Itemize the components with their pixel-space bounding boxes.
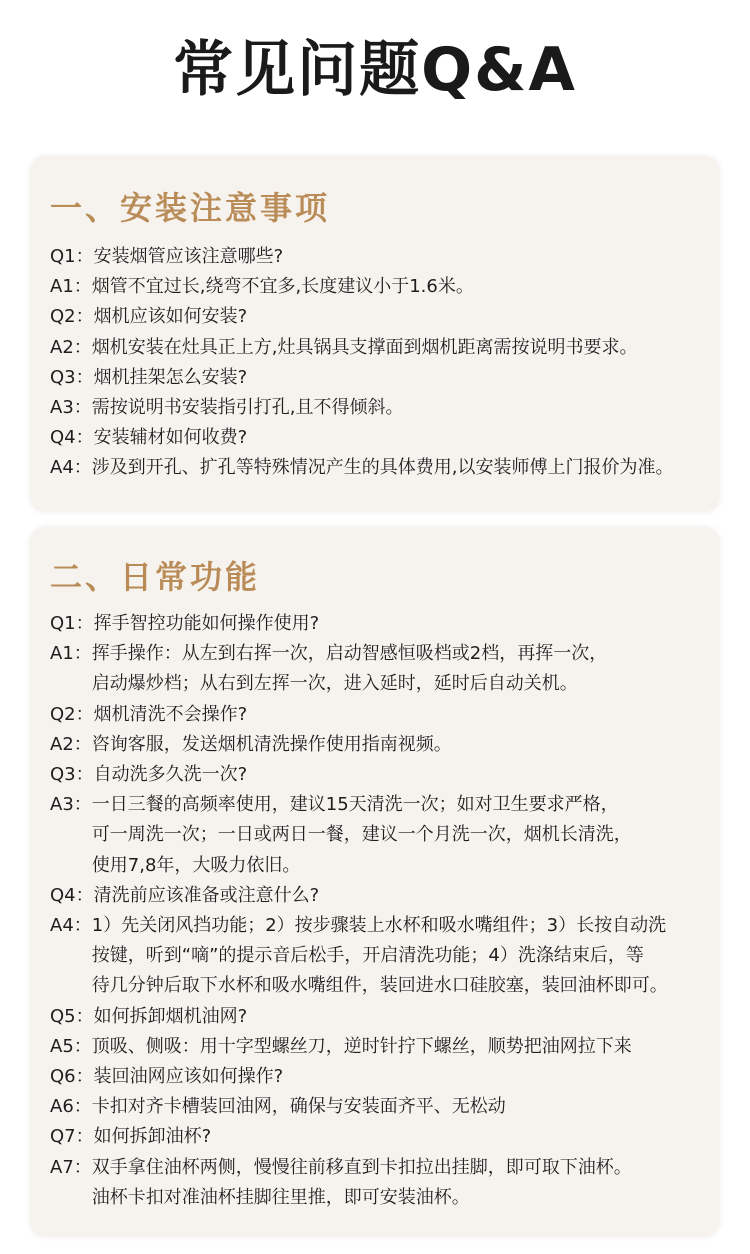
text-line: 装回油网应该如何操作? [93, 1066, 284, 1088]
text-line: 安装辅材如何收费? [93, 427, 248, 449]
question-text [94, 609, 714, 639]
answer-label: A6 ： [50, 1092, 92, 1122]
question-label: Q6 ： [50, 1062, 94, 1092]
answer-row [50, 272, 714, 302]
answer-row [50, 1153, 714, 1213]
question-text [94, 423, 714, 453]
question-text [94, 760, 714, 790]
text-line: 挥手操作：从左到右挥一次，启动智感恒吸档或2档，再挥一次， [91, 643, 608, 665]
page-title: 常见问题Q&A [173, 35, 577, 105]
question-text [94, 1062, 714, 1092]
answer-row [50, 730, 714, 760]
question-row [50, 700, 714, 730]
question-row [50, 1002, 714, 1032]
answer-row [50, 1092, 714, 1122]
answer-label: A2 ： [50, 333, 92, 363]
question-label: Q4 ： [50, 881, 94, 911]
text-line: 卡扣对齐卡槽装回油网，确保与安装面齐平、无松动 [91, 1096, 506, 1118]
text-line: 双手拿住油杯两侧，慢慢往前移直到卡扣拉出挂脚，即可取下油杯。 [91, 1156, 632, 1178]
qa-list [50, 242, 714, 484]
section-card-installation [30, 156, 720, 512]
text-line: 涉及到开孔、扩孔等特殊情况产生的具体费用,以安装师傅上门报价为准。 [91, 457, 674, 479]
question-label: Q5 ： [50, 1002, 94, 1032]
answer-row [50, 453, 714, 483]
answer-row [50, 393, 714, 423]
answer-label: A1 ： [50, 639, 92, 699]
question-text [94, 302, 714, 332]
answer-row [50, 911, 714, 1002]
text-line: 启动爆炒档；从右到左挥一次，进入延时，延时后自动关机。 [91, 673, 578, 695]
answer-text [92, 393, 714, 423]
text-line: 1）先关闭风挡功能；2）按步骤装上水杯和吸水嘴组件；3）长按自动洗 [91, 915, 667, 937]
question-row [50, 760, 714, 790]
question-text [94, 1002, 714, 1032]
answer-text [92, 1092, 714, 1122]
text-line: 烟机安装在灶具正上方,灶具锅具支撑面到烟机距离需按说明书要求。 [91, 336, 638, 358]
text-line: 烟机挂架怎么安装? [93, 366, 248, 388]
question-text [94, 881, 714, 911]
text-line: 油杯卡扣对准油杯挂脚往里推，即可安装油杯。 [91, 1186, 470, 1208]
text-line: 需按说明书安装指引打孔,且不得倾斜。 [91, 397, 404, 419]
text-line: 可一周洗一次；一日或两日一餐，建议一个月洗一次，烟机长清洗， [91, 824, 632, 846]
answer-row [50, 333, 714, 363]
question-text [94, 363, 714, 393]
qa-list [50, 609, 714, 1213]
text-line: 自动洗多久洗一次? [93, 764, 248, 786]
answer-label: A4 ： [50, 911, 92, 1002]
text-line: 挥手智控功能如何操作使用? [93, 613, 320, 634]
answer-row [50, 1032, 714, 1062]
question-row [50, 302, 714, 332]
answer-text [92, 1032, 714, 1062]
question-label: Q4 ： [50, 423, 94, 453]
text-line: 清洗前应该准备或注意什么? [93, 884, 320, 906]
answer-text [92, 911, 714, 1002]
answer-text [92, 333, 714, 363]
question-row [50, 423, 714, 453]
text-line: 待几分钟后取下水杯和吸水嘴组件，装回进水口硅胶塞，装回油杯即可。 [91, 975, 668, 997]
question-text [94, 242, 714, 272]
question-row [50, 1062, 714, 1092]
text-line: 咨询客服，发送烟机清洗操作使用指南视频。 [91, 733, 452, 755]
question-row [50, 242, 714, 272]
answer-text [92, 639, 714, 699]
text-line: 烟机应该如何安装? [93, 306, 248, 328]
answer-label: A7 ： [50, 1153, 92, 1213]
text-line: 安装烟管应该注意哪些? [93, 246, 284, 267]
question-text [94, 1122, 714, 1152]
question-label: Q2 ： [50, 700, 94, 730]
text-line: 一日三餐的高频率使用，建议15天清洗一次；如对卫生要求严格， [91, 794, 619, 816]
section-card-daily-functions [30, 527, 720, 1237]
question-label: Q7 ： [50, 1122, 94, 1152]
text-line: 按键，听到“嘀”的提示音后松手，开启清洗功能；4）洗涤结束后，等 [91, 945, 644, 967]
answer-label: A4 ： [50, 453, 92, 483]
answer-label: A3 ： [50, 393, 92, 423]
answer-text [92, 790, 714, 881]
section-heading: 二、日常功能 [50, 558, 261, 596]
question-label: Q1 ： [50, 242, 94, 272]
question-text [94, 700, 714, 730]
answer-label: A5 ： [50, 1032, 92, 1062]
question-row [50, 363, 714, 393]
question-label: Q2 ： [50, 302, 94, 332]
answer-text [92, 453, 714, 483]
answer-label: A2 ： [50, 730, 92, 760]
question-row [50, 609, 714, 639]
answer-text [92, 272, 714, 302]
text-line: 顶吸、侧吸：用十字型螺丝刀，逆时针拧下螺丝，顺势把油网拉下来 [91, 1035, 632, 1057]
text-line: 使用7,8年，大吸力依旧。 [91, 854, 301, 876]
question-label: Q3 ： [50, 760, 94, 790]
question-row [50, 1122, 714, 1152]
question-label: Q3 ： [50, 363, 94, 393]
text-line: 如何拆卸烟机油网? [93, 1005, 248, 1027]
answer-row [50, 790, 714, 881]
text-line: 烟管不宜过长,绕弯不宜多,长度建议小于1.6米。 [91, 276, 474, 298]
answer-text [92, 1153, 714, 1213]
text-line: 烟机清洗不会操作? [93, 703, 248, 725]
answer-row [50, 639, 714, 699]
question-label: Q1 ： [50, 609, 94, 639]
answer-text [92, 730, 714, 760]
text-line: 如何拆卸油杯? [93, 1126, 212, 1148]
answer-label: A1 ： [50, 272, 92, 302]
question-row [50, 881, 714, 911]
section-heading: 一、安装注意事项 [50, 189, 331, 227]
answer-label: A3 ： [50, 790, 92, 881]
